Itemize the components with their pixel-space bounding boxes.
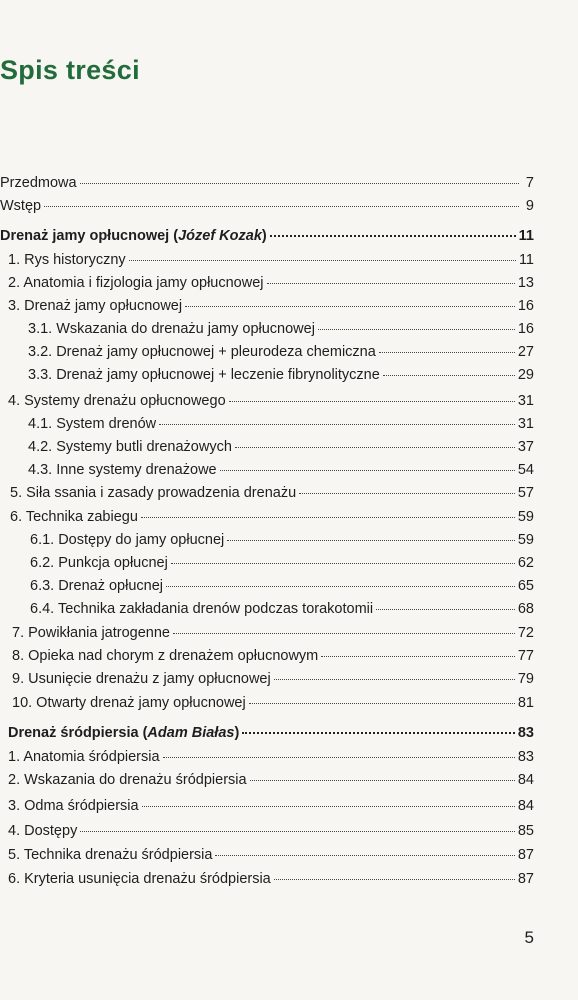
toc-entry-title: 3.1. Wskazania do drenażu jamy opłucnowej [28, 321, 315, 337]
dot-leader [379, 352, 515, 353]
toc-entry-label [12, 694, 246, 712]
dot-leader [318, 329, 515, 330]
dot-leader [249, 703, 515, 704]
dot-leader [129, 260, 516, 261]
toc-entry [0, 174, 534, 192]
toc-entry-title: 10. Otwarty drenaż jamy opłucnowej [12, 695, 246, 711]
toc-entry-page: 84 [517, 798, 534, 814]
dot-leader [159, 424, 515, 425]
toc-entry-page: 87 [517, 847, 534, 863]
toc-entry-title: Wstęp [0, 198, 42, 214]
toc-entry-title: 4.2. Systemy butli drenażowych [28, 439, 232, 455]
toc-entry-page: 31 [517, 393, 534, 409]
toc-entry [8, 822, 534, 840]
toc-entry-title: 6. Technika zabiegu [10, 509, 138, 525]
toc-entry-page: 68 [517, 601, 534, 617]
toc-entry-label [30, 577, 163, 595]
toc-entry-page: 85 [517, 823, 534, 839]
dot-leader [142, 806, 515, 807]
dot-leader [166, 586, 515, 587]
toc-entry [0, 197, 534, 215]
toc-entry-page: 87 [517, 871, 534, 887]
toc-entry-label [28, 415, 156, 433]
toc-entry-label [0, 174, 77, 192]
toc-entry [30, 531, 534, 549]
dot-leader [383, 375, 515, 376]
toc-entry-title: 4.3. Inne systemy drenażowe [28, 462, 217, 478]
toc-entry-title: 3.3. Drenaż jamy opłucnowej + leczenie fibrynolityczne [28, 367, 380, 383]
toc-entry [28, 461, 534, 479]
toc-entry [28, 343, 534, 361]
toc-entry-page: 57 [517, 485, 534, 501]
toc-entry-suffix: ) [261, 228, 267, 244]
toc-entry-title: 3.2. Drenaż jamy opłucnowej + pleurodeza chemiczna [28, 344, 376, 360]
toc-entry-label [28, 461, 217, 479]
toc-entry [8, 251, 534, 269]
toc-entry-page: 62 [517, 555, 534, 571]
dot-leader [274, 879, 515, 880]
toc-entry-suffix: ) [234, 725, 240, 741]
dot-leader [376, 609, 515, 610]
toc-entry [30, 554, 534, 572]
toc-entry [12, 694, 534, 712]
toc-entry-title: 2. Anatomia i fizjologia jamy opłucnowej [8, 275, 264, 291]
toc-entry-label [28, 343, 376, 361]
dot-leader [185, 306, 515, 307]
toc-entry [8, 771, 534, 789]
toc-entry-label [30, 531, 224, 549]
toc-entry-page: 31 [517, 416, 534, 432]
toc-entry [28, 415, 534, 433]
toc-entry-title: 1. Rys historyczny [8, 252, 126, 268]
toc-entry-label [8, 822, 77, 840]
dot-leader [270, 235, 516, 237]
toc-entry-label [8, 297, 182, 315]
toc-entry-title: 5. Siła ssania i zasady prowadzenia drenażu [10, 485, 297, 501]
toc-entry-title: 4.1. System drenów [28, 416, 157, 432]
toc-entry-label [12, 624, 170, 642]
dot-leader [141, 517, 515, 518]
toc-entry-page: 72 [517, 625, 534, 641]
toc-entry-page: 29 [517, 367, 534, 383]
toc-entry-label [8, 274, 264, 292]
toc-entry-page: 65 [517, 578, 534, 594]
toc-entry [8, 392, 534, 410]
dot-leader [227, 540, 515, 541]
toc-entry-page: 54 [517, 462, 534, 478]
dot-leader [220, 470, 515, 471]
toc-entry-title: 6.4. Technika zakładania drenów podczas torakotomii [30, 601, 374, 617]
toc-entry [30, 600, 534, 618]
toc-entry-label [8, 797, 139, 815]
toc-entry-label [0, 197, 41, 215]
toc-entry-page: 79 [517, 671, 534, 687]
toc-entry [8, 748, 534, 766]
toc-entry-title: 6. Kryteria usunięcia drenażu śródpiersia [8, 871, 271, 887]
toc-entry-label [30, 600, 373, 618]
toc-entry-title: 4. Dostępy [8, 823, 78, 839]
toc-entry-title: 9. Usunięcie drenażu z jamy opłucnowej [12, 671, 271, 687]
toc-entry-label [28, 366, 380, 384]
toc-entry [8, 274, 534, 292]
dot-leader [163, 757, 515, 758]
toc-entry [12, 670, 534, 688]
toc-entry-page: 7 [525, 175, 534, 191]
toc-entry [28, 320, 534, 338]
toc-entry [8, 870, 534, 888]
dot-leader [267, 283, 515, 284]
toc-entry [12, 647, 534, 665]
toc-entry-title: 4. Systemy drenażu opłucnowego [8, 393, 226, 409]
toc-entry-page: 83 [517, 725, 534, 741]
toc-section-heading [8, 724, 534, 742]
dot-leader [215, 855, 514, 856]
toc-entry-page: 59 [517, 532, 534, 548]
toc-entry-page: 77 [517, 648, 534, 664]
toc-entry-page: 11 [518, 228, 534, 244]
toc-entry [30, 577, 534, 595]
toc-entry-page: 37 [517, 439, 534, 455]
dot-leader [80, 831, 515, 832]
toc-entry-title: 7. Powikłania jatrogenne [12, 625, 170, 641]
toc-entry-page: 83 [517, 749, 534, 765]
toc-entry [8, 846, 534, 864]
toc-entry-page: 59 [517, 509, 534, 525]
dot-leader [229, 401, 515, 402]
toc-entry-title: 3. Odma śródpiersia [8, 798, 139, 814]
toc-entry-label [8, 846, 212, 864]
toc-entry-page: 13 [517, 275, 534, 291]
toc-entry-page: 16 [517, 298, 534, 314]
toc-entry-label [28, 320, 315, 338]
toc-entry-label [10, 508, 138, 526]
dot-leader [235, 447, 515, 448]
toc-entry-label [8, 724, 239, 742]
toc-entry-label [0, 227, 267, 245]
toc-entry-title: Drenaż śródpiersia ( [8, 725, 148, 741]
toc-entry-title: 3. Drenaż jamy opłucnowej [8, 298, 183, 314]
toc-entry [8, 797, 534, 815]
toc-entry-author: Józef Kozak [178, 228, 262, 244]
toc-entry-title: 6.2. Punkcja opłucnej [30, 555, 168, 571]
page-number: 5 [524, 928, 534, 947]
toc-entry-title: 6.1. Dostępy do jamy opłucnej [30, 532, 225, 548]
toc-entry-page: 81 [517, 695, 534, 711]
dot-leader [44, 206, 519, 207]
dot-leader [242, 732, 515, 734]
toc-entry-label [8, 870, 271, 888]
dot-leader [80, 183, 519, 184]
toc-entry-title: 5. Technika drenażu śródpiersia [8, 847, 213, 863]
toc-entry [12, 624, 534, 642]
toc-entry-label [12, 670, 271, 688]
toc-entry-page: 84 [517, 772, 534, 788]
toc-entry-label [8, 251, 126, 269]
toc-entry-title: 6.3. Drenaż opłucnej [30, 578, 163, 594]
toc-entry [8, 297, 534, 315]
toc-entry-label [8, 748, 160, 766]
toc-entry-page: 27 [517, 344, 534, 360]
toc-entry-title: 2. Wskazania do drenażu śródpiersia [8, 772, 247, 788]
toc-entry-title: 8. Opieka nad chorym z drenażem opłucnowym [12, 648, 319, 664]
toc-entry [10, 484, 534, 502]
dot-leader [299, 493, 515, 494]
toc-entry-author: Adam Białas [147, 725, 235, 741]
toc-entry-label [28, 438, 232, 456]
dot-leader [321, 656, 515, 657]
toc-entry-page: 9 [525, 198, 534, 214]
toc-entry-title: Drenaż jamy opłucnowej ( [0, 228, 179, 244]
toc-entry-label [30, 554, 168, 572]
toc-entry-label [8, 771, 247, 789]
toc-section-heading [0, 227, 534, 245]
dot-leader [274, 679, 515, 680]
toc-entry-page: 11 [518, 252, 534, 268]
toc-entry-label [10, 484, 296, 502]
toc-entry-page: 16 [517, 321, 534, 337]
toc-entry-title: Przedmowa [0, 175, 77, 191]
toc-entry [28, 366, 534, 384]
toc-entry [10, 508, 534, 526]
toc-entry-label [12, 647, 318, 665]
dot-leader [171, 563, 515, 564]
toc-entry [28, 438, 534, 456]
dot-leader [250, 780, 515, 781]
toc-entry-title: 1. Anatomia śródpiersia [8, 749, 160, 765]
toc-entry-label [8, 392, 226, 410]
page-title: Spis treści [0, 55, 140, 85]
dot-leader [173, 633, 515, 634]
